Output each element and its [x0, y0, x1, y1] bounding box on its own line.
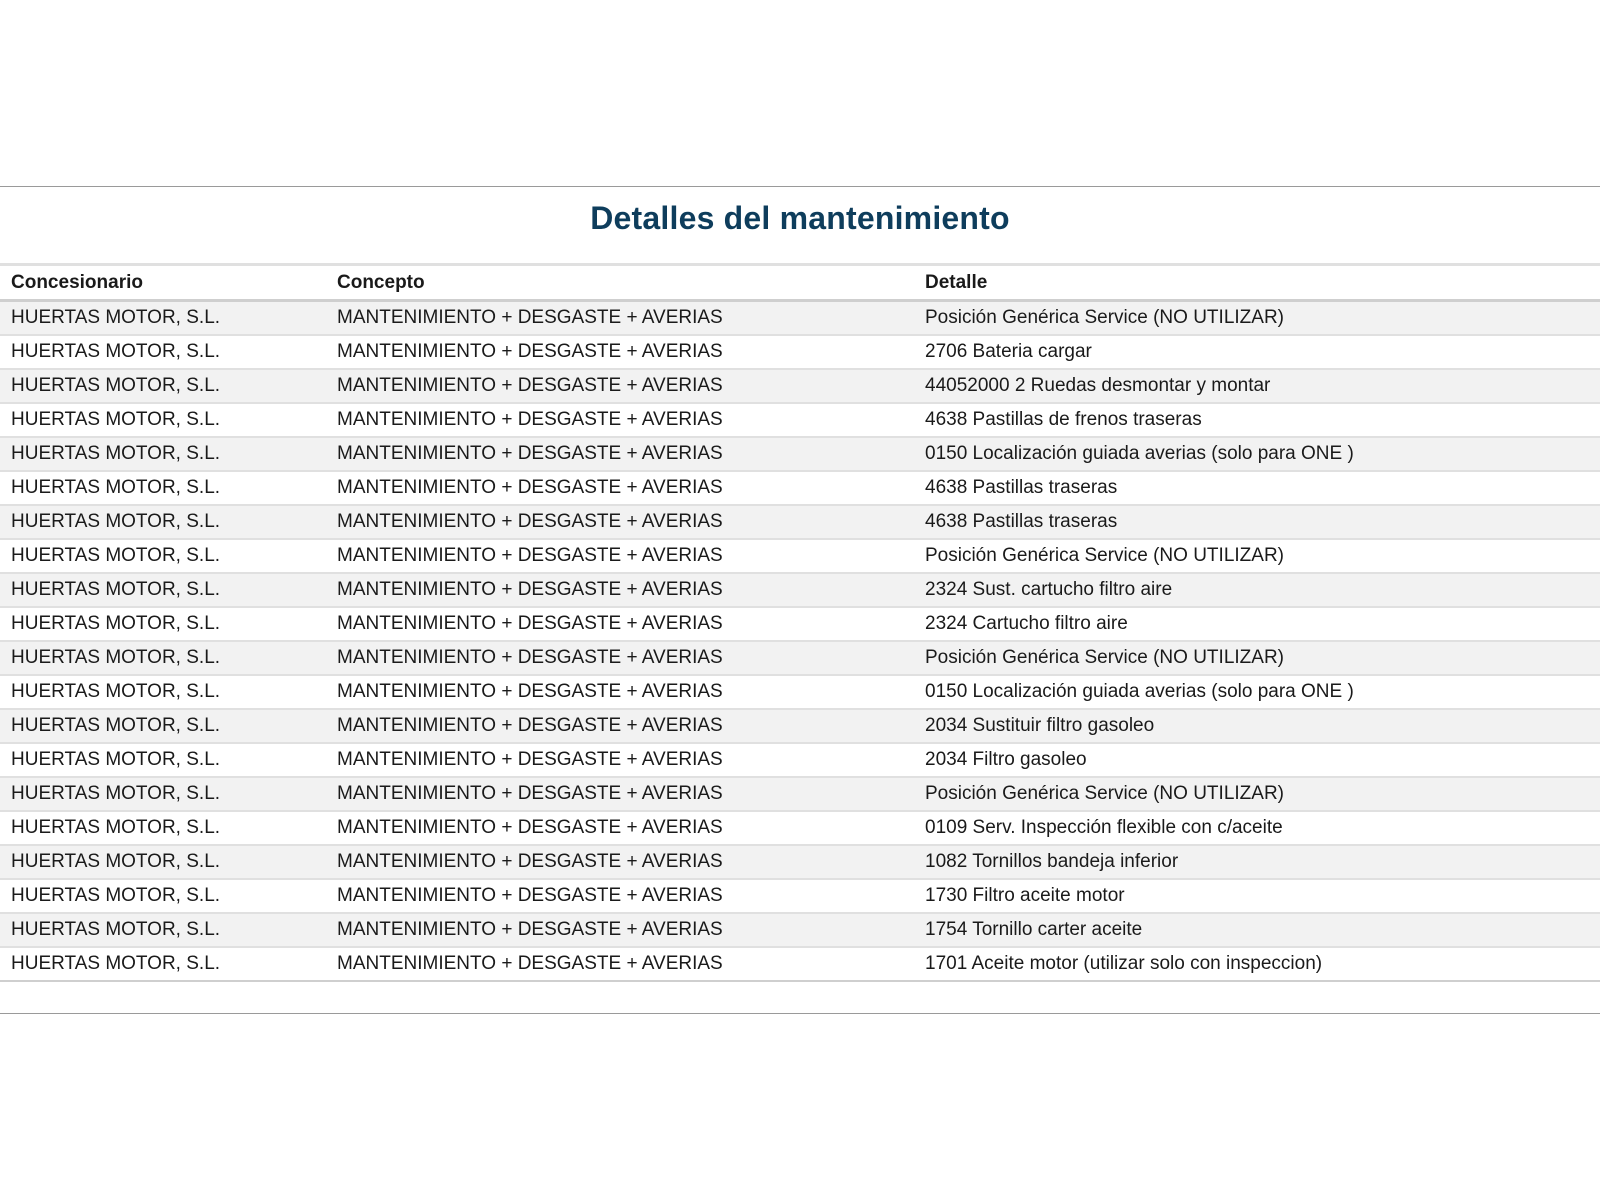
cell-dealer: HUERTAS MOTOR, S.L.: [0, 301, 326, 336]
table-row: [0, 743, 1600, 777]
cell-concept: MANTENIMIENTO + DESGASTE + AVERIAS: [326, 403, 914, 437]
cell-dealer: HUERTAS MOTOR, S.L.: [0, 369, 326, 403]
cell-dealer: HUERTAS MOTOR, S.L.: [0, 539, 326, 573]
cell-dealer: HUERTAS MOTOR, S.L.: [0, 913, 326, 947]
table-row: [0, 641, 1600, 675]
table-row: [0, 607, 1600, 641]
cell-detail: 44052000 2 Ruedas desmontar y montar: [914, 369, 1600, 403]
cell-concept: MANTENIMIENTO + DESGASTE + AVERIAS: [326, 539, 914, 573]
cell-dealer: HUERTAS MOTOR, S.L.: [0, 947, 326, 981]
cell-concept: MANTENIMIENTO + DESGASTE + AVERIAS: [326, 879, 914, 913]
maintenance-details-panel: [0, 186, 1600, 1014]
table-row: [0, 335, 1600, 369]
table-row: [0, 573, 1600, 607]
table-header: [0, 265, 1600, 301]
cell-concept: MANTENIMIENTO + DESGASTE + AVERIAS: [326, 369, 914, 403]
table-row: [0, 913, 1600, 947]
column-header-dealer: Concesionario: [0, 265, 326, 301]
cell-detail: Posición Genérica Service (NO UTILIZAR): [914, 777, 1600, 811]
cell-detail: 0150 Localización guiada averias (solo para ONE ): [914, 437, 1600, 471]
table-row: [0, 777, 1600, 811]
cell-detail: 1082 Tornillos bandeja inferior: [914, 845, 1600, 879]
cell-detail: 2324 Cartucho filtro aire: [914, 607, 1600, 641]
cell-dealer: HUERTAS MOTOR, S.L.: [0, 777, 326, 811]
table-row: [0, 947, 1600, 981]
table-row: [0, 403, 1600, 437]
cell-concept: MANTENIMIENTO + DESGASTE + AVERIAS: [326, 947, 914, 981]
table-row: [0, 505, 1600, 539]
cell-concept: MANTENIMIENTO + DESGASTE + AVERIAS: [326, 301, 914, 336]
cell-detail: 0150 Localización guiada averias (solo para ONE ): [914, 675, 1600, 709]
cell-dealer: HUERTAS MOTOR, S.L.: [0, 879, 326, 913]
table-row: [0, 471, 1600, 505]
cell-detail: 1701 Aceite motor (utilizar solo con inspeccion): [914, 947, 1600, 981]
cell-detail: 1754 Tornillo carter aceite: [914, 913, 1600, 947]
cell-concept: MANTENIMIENTO + DESGASTE + AVERIAS: [326, 845, 914, 879]
cell-dealer: HUERTAS MOTOR, S.L.: [0, 641, 326, 675]
cell-detail: 4638 Pastillas de frenos traseras: [914, 403, 1600, 437]
cell-dealer: HUERTAS MOTOR, S.L.: [0, 573, 326, 607]
cell-detail: 1730 Filtro aceite motor: [914, 879, 1600, 913]
cell-concept: MANTENIMIENTO + DESGASTE + AVERIAS: [326, 607, 914, 641]
cell-dealer: HUERTAS MOTOR, S.L.: [0, 607, 326, 641]
cell-dealer: HUERTAS MOTOR, S.L.: [0, 811, 326, 845]
table-body: [0, 301, 1600, 982]
cell-dealer: HUERTAS MOTOR, S.L.: [0, 437, 326, 471]
cell-detail: 2706 Bateria cargar: [914, 335, 1600, 369]
cell-concept: MANTENIMIENTO + DESGASTE + AVERIAS: [326, 505, 914, 539]
cell-dealer: HUERTAS MOTOR, S.L.: [0, 743, 326, 777]
cell-dealer: HUERTAS MOTOR, S.L.: [0, 845, 326, 879]
column-header-detail: Detalle: [914, 265, 1600, 301]
cell-detail: Posición Genérica Service (NO UTILIZAR): [914, 641, 1600, 675]
cell-detail: Posición Genérica Service (NO UTILIZAR): [914, 539, 1600, 573]
cell-detail: 2034 Sustituir filtro gasoleo: [914, 709, 1600, 743]
table-row: [0, 437, 1600, 471]
cell-concept: MANTENIMIENTO + DESGASTE + AVERIAS: [326, 641, 914, 675]
header-row: [0, 265, 1600, 301]
cell-concept: MANTENIMIENTO + DESGASTE + AVERIAS: [326, 811, 914, 845]
table-row: [0, 709, 1600, 743]
table-row: [0, 539, 1600, 573]
cell-detail: 4638 Pastillas traseras: [914, 471, 1600, 505]
table-row: [0, 845, 1600, 879]
cell-concept: MANTENIMIENTO + DESGASTE + AVERIAS: [326, 709, 914, 743]
cell-concept: MANTENIMIENTO + DESGASTE + AVERIAS: [326, 743, 914, 777]
cell-dealer: HUERTAS MOTOR, S.L.: [0, 505, 326, 539]
table-row: [0, 811, 1600, 845]
cell-dealer: HUERTAS MOTOR, S.L.: [0, 335, 326, 369]
cell-dealer: HUERTAS MOTOR, S.L.: [0, 403, 326, 437]
cell-concept: MANTENIMIENTO + DESGASTE + AVERIAS: [326, 573, 914, 607]
cell-detail: 0109 Serv. Inspección flexible con c/aceite: [914, 811, 1600, 845]
table-row: [0, 675, 1600, 709]
page-title: Detalles del mantenimiento: [590, 200, 1010, 236]
column-header-concept: Concepto: [326, 265, 914, 301]
table-row: [0, 301, 1600, 336]
cell-concept: MANTENIMIENTO + DESGASTE + AVERIAS: [326, 913, 914, 947]
cell-dealer: HUERTAS MOTOR, S.L.: [0, 471, 326, 505]
cell-concept: MANTENIMIENTO + DESGASTE + AVERIAS: [326, 471, 914, 505]
cell-concept: MANTENIMIENTO + DESGASTE + AVERIAS: [326, 437, 914, 471]
table-row: [0, 369, 1600, 403]
cell-concept: MANTENIMIENTO + DESGASTE + AVERIAS: [326, 675, 914, 709]
cell-detail: 4638 Pastillas traseras: [914, 505, 1600, 539]
maintenance-table: [0, 263, 1600, 982]
cell-detail: 2034 Filtro gasoleo: [914, 743, 1600, 777]
cell-detail: 2324 Sust. cartucho filtro aire: [914, 573, 1600, 607]
table-row: [0, 879, 1600, 913]
cell-concept: MANTENIMIENTO + DESGASTE + AVERIAS: [326, 335, 914, 369]
cell-detail: Posición Genérica Service (NO UTILIZAR): [914, 301, 1600, 336]
cell-dealer: HUERTAS MOTOR, S.L.: [0, 709, 326, 743]
cell-concept: MANTENIMIENTO + DESGASTE + AVERIAS: [326, 777, 914, 811]
cell-dealer: HUERTAS MOTOR, S.L.: [0, 675, 326, 709]
